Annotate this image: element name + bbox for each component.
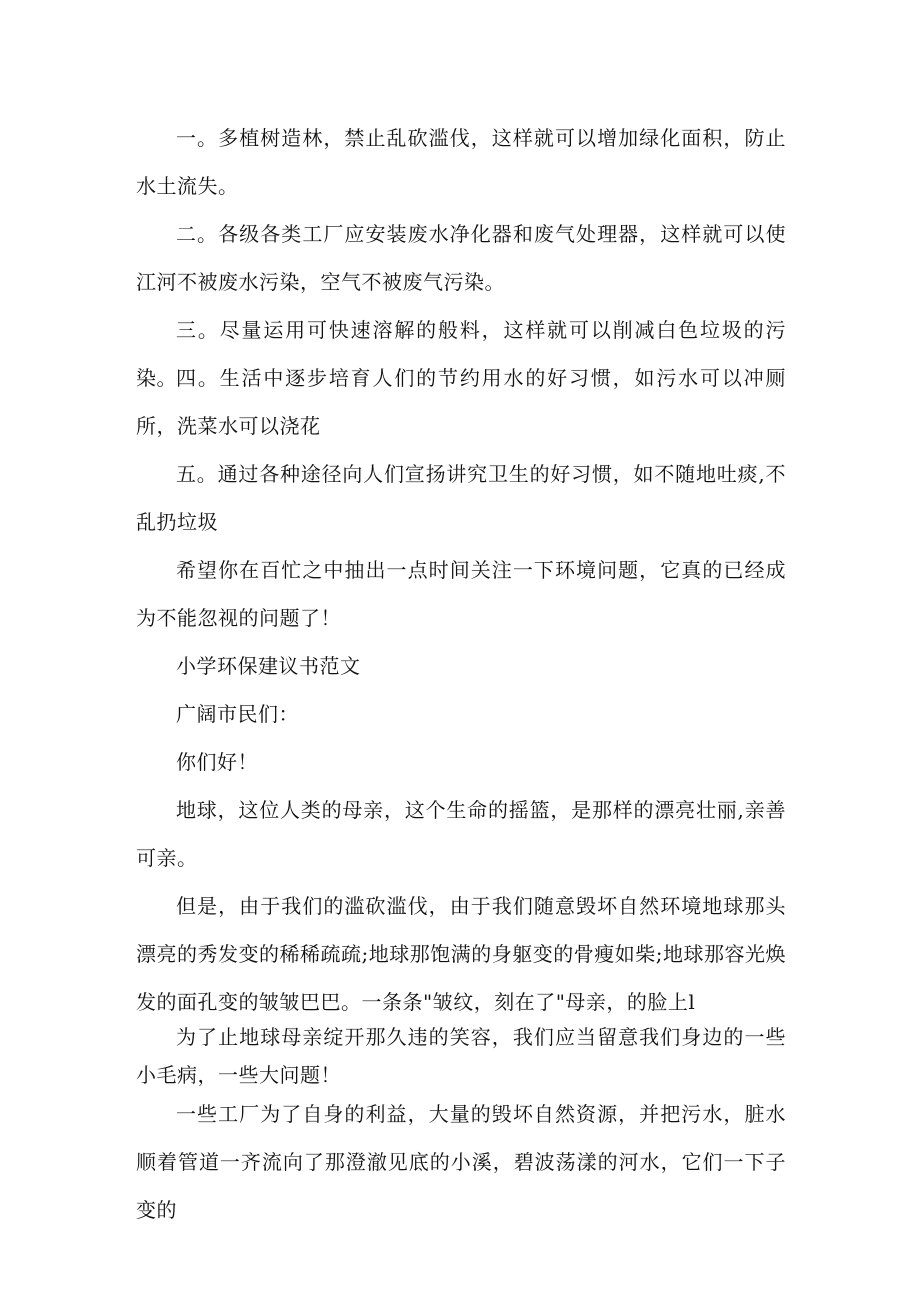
paragraph-destruction: 但是，由于我们的滥砍滥伐，由于我们随意毁坏自然环境地球那头漂亮的秀发变的稀稀疏疏;地球那饱满的身躯变的骨瘦如柴;地球那容光焕发的面孔变的皱皱巴巴。一条条"皱纹，刻在了"母亲，的脸上l [136, 894, 786, 1014]
paragraph-factories: 一些工厂为了自身的利益，大量的毁坏自然资源，并把污水，脏水顺着管道一齐流向了那澄澈见底的小溪，碧波荡漾的河水，它们一下子变的 [136, 1102, 786, 1222]
paragraph-measure-5: 五。通过各种途径向人们宣扬讲究卫生的好习惯，如不随地吐痰,不乱扔垃圾 [136, 462, 786, 534]
paragraph-measure-1: 一。多植树造林，禁止乱砍滥伐，这样就可以增加绿化面积，防止水土流失。 [136, 126, 786, 198]
document-title: 小学环保建议书范文 [176, 654, 361, 678]
paragraph-conclusion: 希望你在百忙之中抽出一点时间关注一下环境问题，它真的已经成为不能忽视的问题了！ [136, 558, 786, 630]
paragraph-measure-3: 三。尽量运用可快速溶解的般料，这样就可以削减白色垃圾的污染。 [136, 318, 786, 390]
paragraph-measure-4: 四。生活中逐步培育人们的节约用水的好习惯，如污水可以冲厕所，洗菜水可以浇花 [136, 366, 786, 438]
salutation: 广阔市民们： [176, 702, 299, 726]
paragraph-earth-mother: 地球，这位人类的母亲，这个生命的摇篮，是那样的漂亮壮丽,亲善可亲。 [136, 798, 786, 870]
paragraph-measure-2: 二。各级各类工厂应安装废水净化器和废气处理器，这样就可以使江河不被废水污染，空气不被废气污染。 [136, 222, 786, 294]
paragraph-call-to-action: 为了止地球母亲绽开那久违的笑容，我们应当留意我们身边的一些小毛病，一些大问题！ [136, 1025, 786, 1087]
greeting: 你们好！ [176, 750, 258, 774]
